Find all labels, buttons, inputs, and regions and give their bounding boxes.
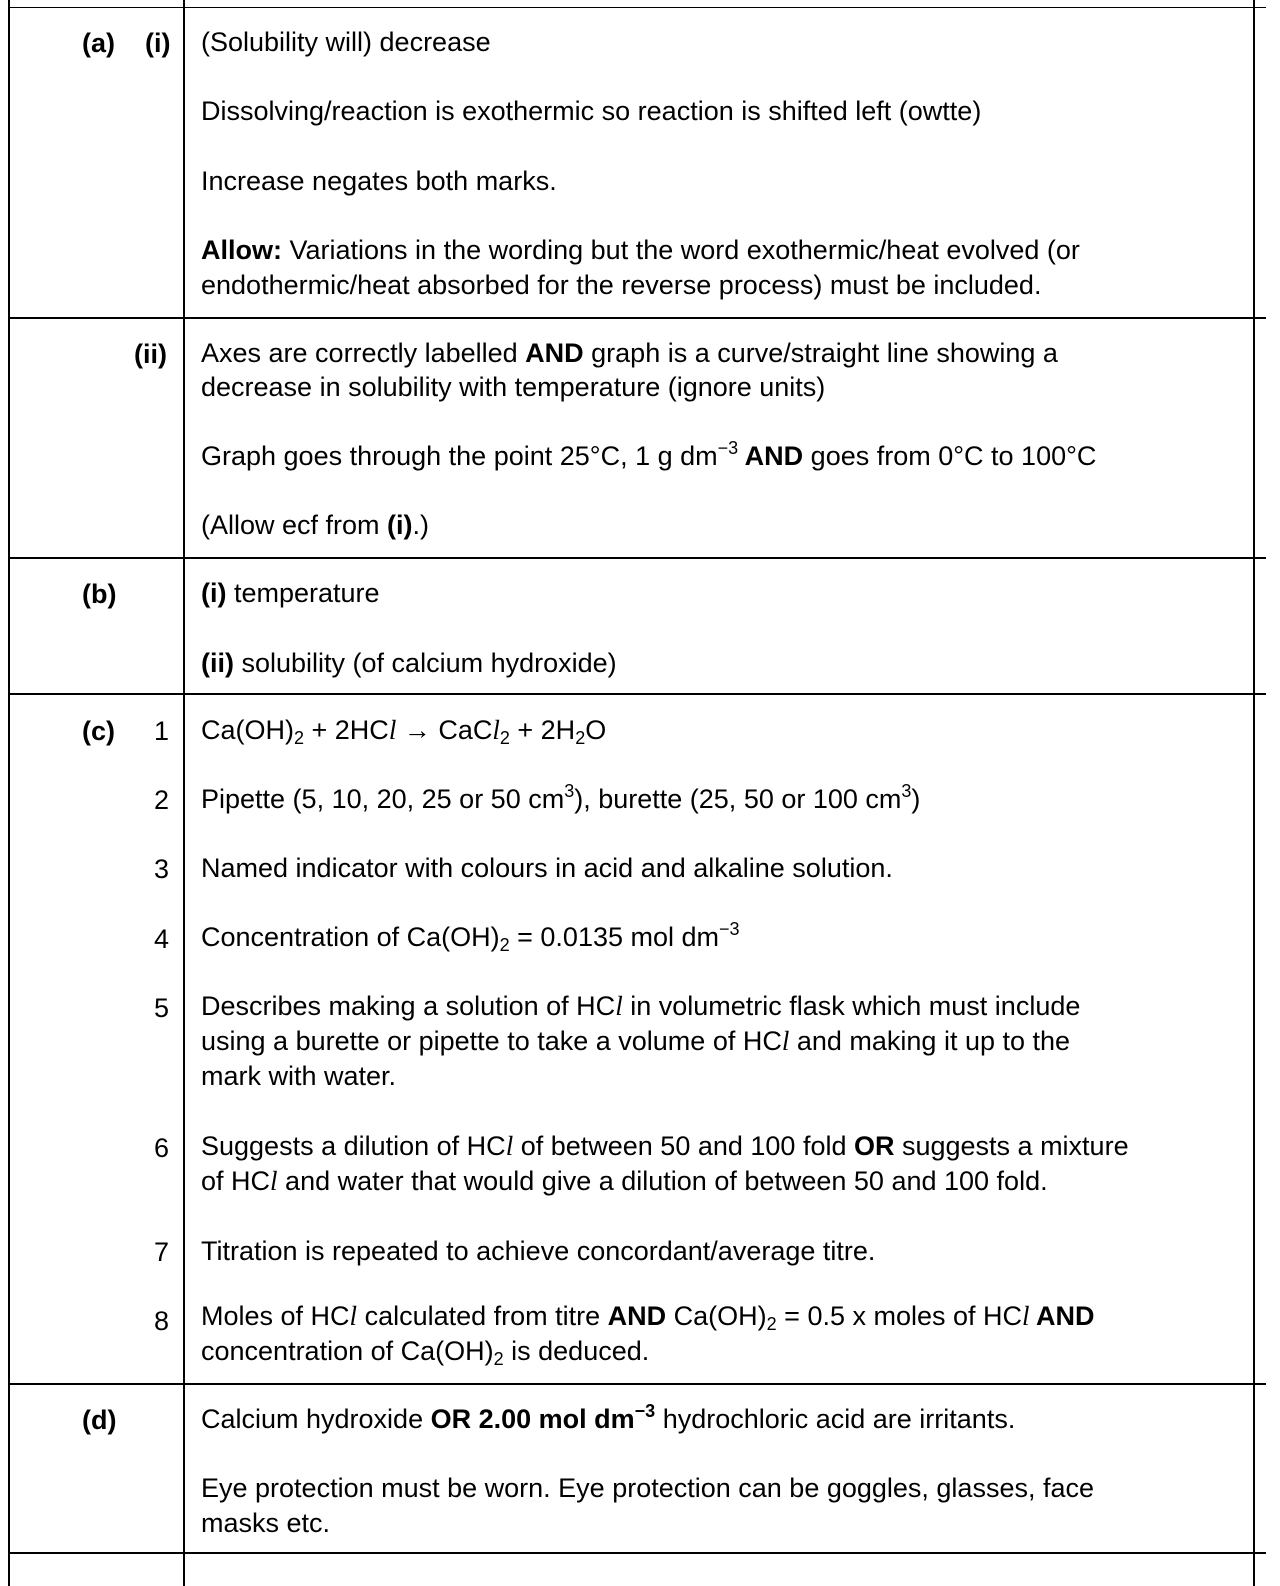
answer-c-8-line-2: concentration of $Ca(OH)_2$ is deduced. (201, 1336, 650, 1369)
answer-c-4: Concentration of $Ca(OH)_2 = 0.0135$ mol $dm^{-3}$ (201, 919, 740, 955)
answer-a-i-line-5: endothermic/heat absorbed for the reverse process) must be included. (201, 270, 1042, 300)
answer-b-line-2: (ii) solubility (of calcium hydroxide) (201, 648, 617, 678)
answer-c-8-line-1: Moles of HCl calculated from titre AND $Ca(OH)_2 = 0.5$ x moles of HCl AND (201, 1301, 1095, 1334)
answer-c-1-equation: $Ca(OH)_2 + 2HCl$ → CaCl$_2$ + $2H_2O$ (201, 715, 607, 748)
point-number-3: 3 (154, 854, 170, 884)
point-number-5: 5 (154, 993, 170, 1023)
question-label-a-i: (i) (145, 28, 171, 58)
question-label-d: (d) (82, 1405, 117, 1435)
answer-a-i-line-3: Increase negates both marks. (201, 166, 557, 196)
allow-label: Allow: (201, 235, 282, 265)
answer-c-5-line-2: using a burette or pipette to take a volume of HCl and making it up to the (201, 1026, 1071, 1056)
point-number-8: 8 (154, 1306, 170, 1336)
question-label-a: (a) (82, 28, 115, 58)
answer-b-line-1: (i) temperature (201, 578, 380, 608)
row-divider-a-ii (8, 557, 1266, 559)
row-divider-c (8, 1383, 1266, 1385)
row-divider-d (8, 1552, 1266, 1554)
answer-a-ii-line-4: (Allow ecf from (i).) (201, 510, 430, 540)
point-number-2: 2 (154, 785, 170, 815)
answer-c-3: Named indicator with colours in acid and alkaline solution. (201, 853, 893, 883)
question-label-b: (b) (82, 579, 117, 609)
answer-a-i-line-4: Allow: Variations in the wording but the word exothermic/heat evolved (or (201, 235, 1080, 265)
answer-a-i-line-2: Dissolving/reaction is exothermic so reaction is shifted left (owtte) (201, 96, 982, 126)
answer-d-line-1: Calcium hydroxide OR 2.00 mol $dm^{-3}$ hydrochloric acid are irritants. (201, 1401, 1016, 1434)
row-divider-b (8, 693, 1266, 695)
answer-c-5-line-1: Describes making a solution of HCl in volumetric flask which must include (201, 991, 1081, 1021)
answer-c-6-line-2: of HCl and water that would give a dilution of between 50 and 100 fold. (201, 1166, 1048, 1196)
table-left-border (8, 0, 10, 1586)
table-top-border (8, 7, 1266, 8)
answer-a-i-line-1: (Solubility will) decrease (201, 27, 491, 57)
answer-c-7: Titration is repeated to achieve concordant/average titre. (201, 1236, 876, 1266)
question-label-c: (c) (82, 716, 115, 746)
point-number-6: 6 (154, 1133, 170, 1163)
answer-c-5-line-3: mark with water. (201, 1061, 397, 1091)
point-number-7: 7 (154, 1237, 170, 1267)
answer-d-line-3: masks etc. (201, 1508, 331, 1538)
point-number-1: 1 (154, 716, 170, 746)
answer-a-ii-line-2: decrease in solubility with temperature (ignore units) (201, 372, 826, 402)
column-divider (183, 0, 185, 1586)
answer-d-line-2: Eye protection must be worn. Eye protection can be goggles, glasses, face (201, 1473, 1095, 1503)
answer-a-ii-line-1: Axes are correctly labelled AND graph is a curve/straight line showing a (201, 338, 1058, 368)
answer-c-2: Pipette (5, 10, 20, 25 or 50 $cm^3$), burette (25, 50 or 100 $cm^3$) (201, 781, 921, 814)
point-number-4: 4 (154, 924, 170, 954)
row-divider-a-i (8, 317, 1266, 319)
answer-c-6-line-1: Suggests a dilution of HCl of between 50 and 100 fold OR suggests a mixture (201, 1131, 1129, 1161)
table-right-border (1253, 0, 1255, 1586)
question-label-a-ii: (ii) (134, 339, 167, 369)
answer-a-ii-line-3: Graph goes through the point 25°C, 1 g $dm^{-3}$ AND goes from 0°C to 100°C (201, 438, 1097, 471)
